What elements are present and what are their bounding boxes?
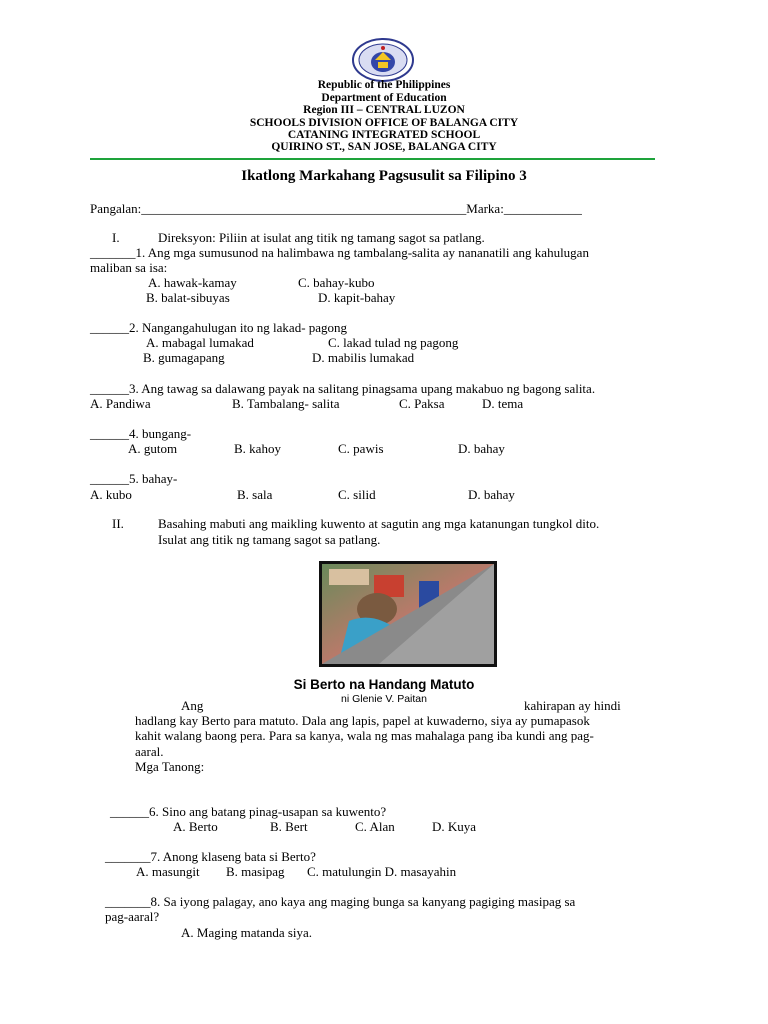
story-line3: kahit walang baong pera. Para sa kanya, wala ng mas mahalaga pang iba kundi ang pag-	[135, 728, 594, 743]
header-line-2: Department of Education	[321, 92, 447, 104]
exam-title: Ikatlong Markahang Pagsusulit sa Filipino 3	[241, 168, 527, 184]
q1-option-c: C. bahay-kubo	[298, 275, 375, 290]
story-line1-end: kahirapan ay hindi	[524, 698, 621, 713]
q8-text: _______8. Sa iyong palagay, ano kaya ang maging bunga sa kanyang pagiging masipag sa	[105, 894, 576, 909]
q7-option-c: C. matulungin D. masayahin	[307, 864, 457, 879]
header-rule	[90, 158, 655, 160]
header-line-1: Republic of the Philippines	[317, 79, 451, 91]
q3-option-b: B. Tambalang- salita	[232, 396, 340, 411]
q5-option-b: B. sala	[237, 487, 273, 502]
q4-option-a: A. gutom	[128, 441, 178, 456]
q6-option-d: D. Kuya	[432, 819, 477, 834]
name-label: Pangalan:	[90, 201, 142, 216]
q3-option-a: A. Pandiwa	[90, 396, 151, 411]
header-line-3: Region III – CENTRAL LUZON	[303, 104, 465, 116]
questions-label: Mga Tanong:	[135, 759, 205, 774]
score-line: ____________	[503, 201, 582, 216]
q6-option-b: B. Bert	[270, 819, 308, 834]
q5-option-a: A. kubo	[90, 487, 132, 502]
q2-text: ______2. Nangangahulugan ito ng lakad- pagong	[90, 320, 348, 335]
q7-option-b: B. masipag	[226, 864, 285, 879]
header-line-6: QUIRINO ST., SAN JOSE, BALANGA CITY	[271, 141, 497, 153]
q5-text: ______5. bahay-	[90, 471, 178, 486]
part1-numeral: I.	[112, 230, 120, 245]
q3-option-d: D. tema	[482, 396, 524, 411]
story-author: ni Glenie V. Paitan	[340, 693, 427, 705]
part1-direction: Direksyon: Piliin at isulat ang titik ng tamang sagot sa patlang.	[158, 230, 485, 245]
q2-option-b: B. gumagapang	[143, 350, 225, 365]
story-image	[319, 561, 497, 667]
q7-option-a: A. masungit	[136, 864, 200, 879]
q1-text-cont: maliban sa isa:	[90, 260, 168, 275]
q5-option-d: D. bahay	[468, 487, 515, 502]
q8-text-cont: pag-aaral?	[105, 909, 160, 924]
q2-option-d: D. mabilis lumakad	[312, 350, 415, 365]
name-line: __________________________________________________	[141, 201, 467, 216]
q4-option-d: D. bahay	[458, 441, 505, 456]
q7-text: _______7. Anong klaseng bata si Berto?	[105, 849, 316, 864]
part2-direction-cont: Isulat ang titik ng tamang sagot sa patlang.	[158, 532, 381, 547]
story-line2: hadlang kay Berto para matuto. Dala ang lapis, papel at kuwaderno, siya ay pumapasok	[135, 713, 590, 728]
q3-text: ______3. Ang tawag sa dalawang payak na salitang pinagsama upang makabuo ng bagong salita.	[90, 381, 596, 396]
q3-option-c: C. Paksa	[399, 396, 445, 411]
part2-direction: Basahing mabuti ang maikling kuwento at sagutin ang mga katanungan tungkol dito.	[158, 516, 600, 531]
story-line4: aaral.	[135, 744, 164, 759]
name-field	[90, 201, 582, 217]
q4-option-b: B. kahoy	[234, 441, 281, 456]
part2-numeral: II.	[112, 516, 124, 531]
header-line-5: CATANING INTEGRATED SCHOOL	[287, 129, 481, 141]
q2-option-a: A. mabagal lumakad	[146, 335, 254, 350]
q6-text: ______6. Sino ang batang pinag-usapan sa kuwento?	[110, 804, 387, 819]
story-start: Ang	[181, 698, 204, 713]
q4-option-c: C. pawis	[338, 441, 384, 456]
score-label: Marka:	[466, 201, 504, 216]
deped-seal	[351, 38, 415, 82]
q1-option-b: B. balat-sibuyas	[146, 290, 230, 305]
q8-option-a: A. Maging matanda siya.	[181, 925, 313, 940]
q6-option-a: A. Berto	[173, 819, 218, 834]
q5-option-c: C. silid	[338, 487, 376, 502]
q4-text: ______4. bungang-	[90, 426, 192, 441]
q1-option-d: D. kapit-bahay	[318, 290, 396, 305]
q6-option-c: C. Alan	[355, 819, 395, 834]
header-line-4: SCHOOLS DIVISION OFFICE OF BALANGA CITY	[249, 117, 519, 129]
story-title: Si Berto na Handang Matuto	[293, 677, 475, 692]
q1-text: _______1. Ang mga sumusunod na halimbawa ng tambalang-salita ay nananatili ang kahulugan	[90, 245, 589, 260]
q1-option-a: A. hawak-kamay	[148, 275, 237, 290]
q2-option-c: C. lakad tulad ng pagong	[328, 335, 459, 350]
